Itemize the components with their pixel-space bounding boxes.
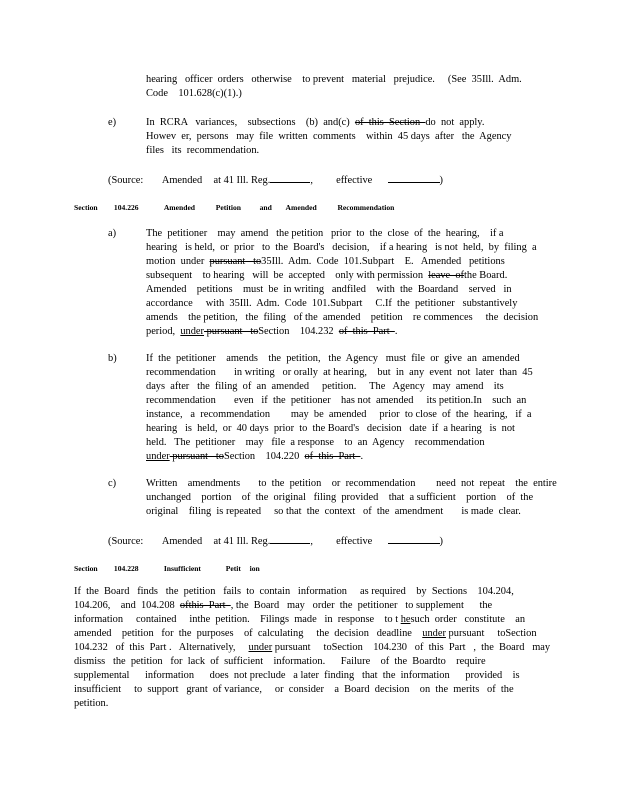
- item-e-text-1b: do not apply.: [425, 117, 485, 128]
- item-a-line-3-strike: pursuant to: [209, 256, 262, 267]
- final-line-3b: such order constitute an: [410, 614, 526, 625]
- final-line-9: petition.: [74, 698, 109, 709]
- item-b-line-8-strike-2: of this Part: [304, 451, 361, 462]
- section-226-word-5: Recommendation: [337, 203, 395, 212]
- source-1-effective: effective: [336, 175, 373, 186]
- item-a-line-3b: 35Ill. Adm. Code 101.Subpart E. Amended petitions: [261, 256, 505, 267]
- item-b-line-2: recommendation in writing or orally at hearing, but in any event not later than 45: [146, 367, 533, 378]
- item-b-line-6: hearing is held, or 40 days prior to the Board's decision date if a hearing is not: [146, 423, 515, 434]
- source-2-effective: effective: [336, 536, 373, 547]
- final-line-4b: pursuant toSection: [445, 628, 537, 639]
- item-a-label: a): [108, 228, 117, 239]
- item-e-label: e): [108, 117, 117, 128]
- item-b-line-8c: .: [360, 451, 364, 462]
- item-a-line-5: Amended petitions must be in writing andfiled with the Boardand served in: [146, 284, 512, 295]
- final-line-2-strike: ofthis Part: [179, 600, 231, 611]
- section-226-code: 104.226: [113, 203, 139, 212]
- section-226-word-1: Amended: [163, 203, 196, 212]
- final-line-2b: , the Board may order the petitioner to supplement the: [230, 600, 493, 611]
- final-line-4-under: under: [422, 628, 446, 639]
- item-a-line-8-under: under: [180, 326, 205, 337]
- final-line-6: dismiss the petition for lack of sufficient information. Failure of the Boardto require: [74, 656, 486, 667]
- final-line-5b: pursuant toSection 104.230 of this Part , the Board may: [272, 642, 551, 653]
- section-226-label: Section: [74, 203, 98, 212]
- item-a-line-7: amends the petition, the filing of the amended petition re commences the decision: [146, 312, 539, 323]
- source-2-reg: at 41 Ill. Reg.: [213, 536, 271, 547]
- source-1-reg: at 41 Ill. Reg.: [213, 175, 271, 186]
- section-228-word-1: Insufficient: [163, 564, 201, 573]
- item-a-line-2: hearing is held, or prior to the Board's decision, if a hearing is not held, by filing a: [146, 242, 537, 253]
- intro-paragraph: [146, 73, 546, 101]
- section-226-heading: [74, 201, 394, 215]
- section-228-word-3: ion: [249, 564, 260, 573]
- final-line-7: supplemental information does not preclude a later finding that the information provided is: [74, 670, 520, 681]
- final-line-5-under: under: [248, 642, 273, 653]
- final-line-4a: amended petition for the purposes of calculating the decision deadline: [74, 628, 423, 639]
- item-a-line-4-strike: leave of: [428, 270, 465, 281]
- section-228-label: Section: [74, 564, 98, 573]
- source-1-prefix: (Source:: [108, 175, 144, 186]
- final-line-3-under: he: [400, 614, 411, 625]
- source-1-amended: Amended: [161, 175, 203, 186]
- item-a-line-1: The petitioner may amend the petition prior to the close of the hearing, if a: [146, 228, 504, 239]
- item-b-line-8b: Section 104.220: [223, 451, 305, 462]
- source-1-reg-blank: [270, 172, 310, 183]
- item-b-line-8-strike-1: pursuant to: [169, 451, 224, 462]
- section-226-word-3: and: [259, 203, 272, 212]
- section-228-code: 104.228: [113, 564, 139, 573]
- source-2-prefix: (Source:: [108, 536, 144, 547]
- item-a-line-8c: .: [394, 326, 398, 337]
- intro-line-2: Code 101.628(c)(1).): [146, 88, 242, 99]
- item-c-line-2: unchanged portion of the original filing provided that a sufficient portion of the: [146, 492, 534, 503]
- final-line-5a: 104.232 of this Part . Alternatively,: [74, 642, 249, 653]
- item-b-label: b): [108, 353, 117, 364]
- item-c-label: c): [108, 478, 117, 489]
- final-line-2a: 104.206, and 104.208: [74, 600, 180, 611]
- section-228-heading: [74, 562, 260, 576]
- source-note-2: (Source: Amended at 41 Ill. Reg. , effective ): [108, 533, 443, 549]
- section-226-word-4: Amended: [285, 203, 317, 212]
- item-e-paragraph: [146, 116, 546, 158]
- item-a-line-8-strike-2: of this Part: [338, 326, 395, 337]
- item-b-line-8-under: under: [146, 451, 170, 462]
- item-c-paragraph: [146, 477, 557, 519]
- item-e-strike: of this Section: [354, 117, 426, 128]
- item-e-line-2: Howev er, persons may file written comments within 45 days after the Agency: [146, 131, 512, 142]
- source-note-1: (Source: Amended at 41 Ill. Reg. , effective ): [108, 172, 443, 188]
- source-2-amended: Amended: [161, 536, 203, 547]
- final-line-8: insufficient to support grant of variance, or consider a Board decision on the merits of the: [74, 684, 514, 695]
- item-a-line-4b: the Board.: [464, 270, 508, 281]
- item-e-text-1: In RCRA variances, subsections (b) and(c): [146, 117, 355, 128]
- item-a-line-4a: subsequent to hearing will be accepted only with permission: [146, 270, 429, 281]
- item-e-line-3: files its recommendation.: [146, 145, 260, 156]
- item-b-line-4: recommendation even if the petitioner has not amended its petition.In such an: [146, 395, 527, 406]
- final-line-3a: information contained inthe petition. Filings made in response to t: [74, 614, 401, 625]
- item-a-paragraph: [146, 227, 546, 339]
- item-c-line-3: original filing is repeated so that the context of the amendment is made clear.: [146, 506, 521, 517]
- intro-line-1: hearing officer orders otherwise to prevent material prejudice. (See 35Ill. Adm.: [146, 74, 522, 85]
- final-line-1: If the Board finds the petition fails to contain information as required by Sections 104.204,: [74, 586, 514, 597]
- item-b-line-3: days after the filing of an amended petition. The Agency may amend its: [146, 381, 504, 392]
- item-c-line-1: Written amendments to the petition or recommendation need not repeat the entire: [146, 478, 557, 489]
- section-226-word-2: Petition: [215, 203, 242, 212]
- section-228-paragraph: [74, 585, 551, 711]
- item-a-line-8b: Section 104.232: [258, 326, 339, 337]
- section-228-word-2: Petit: [225, 564, 241, 573]
- item-a-line-8a: period,: [146, 326, 181, 337]
- source-1-effective-blank: [388, 172, 440, 183]
- item-a-line-6: accordance with 35Ill. Adm. Code 101.Subpart C.If the petitioner substantively: [146, 298, 518, 309]
- item-b-line-5: instance, a recommendation may be amended prior to close of the hearing, if a: [146, 409, 532, 420]
- item-b-line-7: held. The petitioner may file a response to an Agency recommendation: [146, 437, 485, 448]
- item-a-line-8-strike-1: pursuant to: [204, 326, 259, 337]
- source-1-close: ): [439, 175, 443, 186]
- source-2-effective-blank: [388, 533, 440, 544]
- source-2-reg-blank: [270, 533, 310, 544]
- source-2-close: ): [439, 536, 443, 547]
- item-a-line-3a: motion under: [146, 256, 210, 267]
- item-b-paragraph: [146, 352, 546, 464]
- item-b-line-1: If the petitioner amends the petition, the Agency must file or give an amended: [146, 353, 520, 364]
